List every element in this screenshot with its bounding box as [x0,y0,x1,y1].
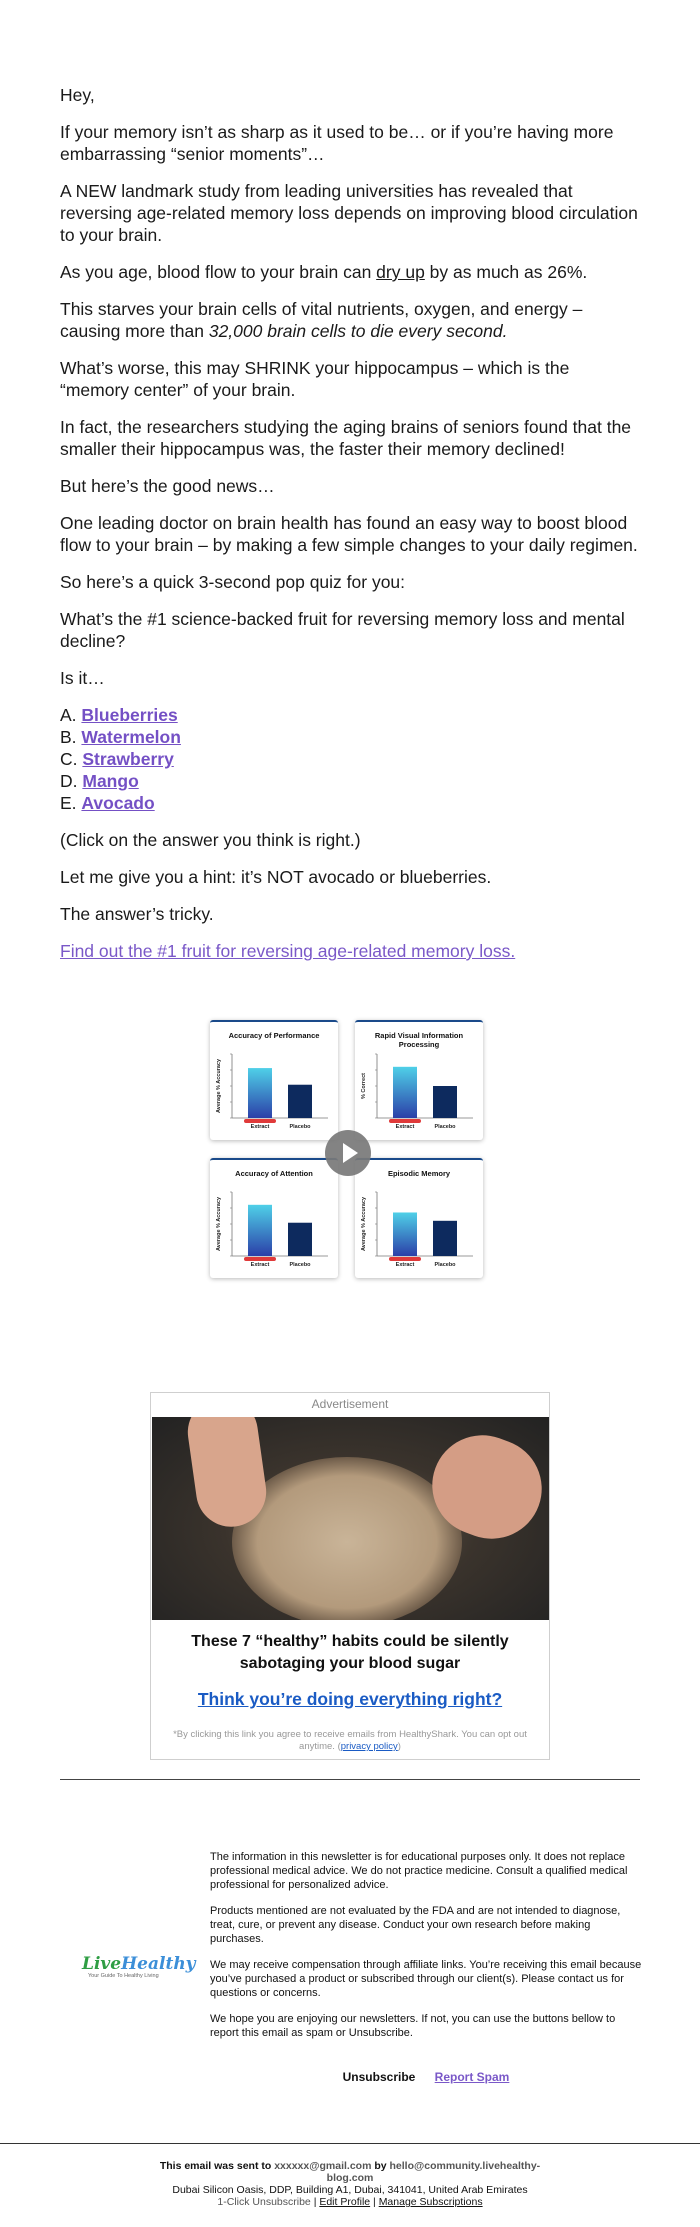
logo-tagline: Your Guide To Healthy Living [88,1973,159,1979]
ad-label: Advertisement [311,1397,389,1411]
unsubscribe-button[interactable]: Unsubscribe [342,2070,416,2084]
paragraph-study: A NEW landmark study from leading universities has revealed that reversing age-related memory loss depends on improving blood circulation to your brain. [60,181,638,245]
bar-extract [393,1212,417,1256]
play-icon[interactable] [325,1130,371,1176]
chart-title: Rapid Visual Information Processing [374,1031,464,1049]
y-axis-label: Average % Accuracy [361,1196,367,1252]
chart-card [355,1020,483,1140]
text: by as much as 26%. [424,262,588,282]
ad-cta-link[interactable]: Think you’re doing everything right? [197,1689,503,1709]
answer-letter: A. [60,705,77,725]
bar-extract [393,1067,417,1118]
hand-image [183,1417,270,1531]
chart-card [355,1158,483,1278]
text: As you age, blood flow to your brain can [60,262,377,282]
text: This starves your brain cells of vital nutrients, oxygen, and energy – causing more than [60,299,583,341]
chart-svg [210,1022,338,1142]
paragraph-doctor: One leading doctor on brain health has found an easy way to boost blood flow to your brain – by making a few simple changes to your daily regimen. [60,513,638,555]
advertisement [150,1392,550,1760]
bar-placebo [433,1221,457,1256]
paragraph-quiz: So here’s a quick 3-second pop quiz for you: [60,572,406,592]
cta-paragraph [60,940,640,962]
address: Dubai Silicon Oasis, DDP, Building A1, Dubai, 341041, United Arab Emirates [172,2184,528,2196]
edit-profile-link[interactable]: Edit Profile [319,2196,371,2208]
by-text: by [371,2160,390,2172]
answer-list [60,704,640,814]
paragraph-tricky: The answer’s tricky. [60,904,214,924]
logo [82,1954,196,1984]
oatmeal-bowl-image [232,1457,462,1620]
logo-live: Live [82,1954,122,1974]
bar-placebo [288,1085,312,1118]
bar-placebo [288,1223,312,1256]
recipient-email: xxxxxx@gmail.com [274,2160,372,2172]
footer-divider [0,2143,700,2144]
x-tick-label: Extract [395,1262,415,1268]
greeting: Hey, [60,85,95,105]
red-highlight [389,1119,421,1123]
chart-title: Episodic Memory [387,1169,451,1178]
bar-extract [248,1205,272,1256]
x-tick-label: Extract [395,1124,415,1130]
answer-item [60,748,640,770]
x-tick-label: Placebo [434,1262,456,1268]
answer-link-avocado[interactable]: Avocado [81,793,155,813]
answer-item [60,792,640,814]
red-highlight [244,1119,276,1123]
chart-card [210,1020,338,1140]
x-tick-label: Placebo [289,1262,311,1268]
paragraph-memory: If your memory isn’t as sharp as it used to be… or if you’re having more embarrassing “senior moments”… [60,122,614,164]
disclaimer-paragraph: We hope you are enjoying our newsletters. If not, you can use the buttons bellow to report this email as spam or Unsubscribe. [210,2013,616,2039]
sender-email: hello@community.livehealthy-blog.com [326,2160,541,2184]
answer-item [60,704,640,726]
disclaimer-paragraph: The information in this newsletter is for educational purposes only. It does not replace professional medical advice. We do not practice medicine. Consult a qualified medical professional for personalized advice. [210,1851,628,1891]
paragraph-good-news: But here’s the good news… [60,476,275,496]
ad-fine-print [161,1729,539,1753]
sent-to-line [150,2160,550,2184]
y-axis-label: % Correct [361,1073,367,1099]
bar-extract [248,1068,272,1118]
privacy-policy-link[interactable]: privacy policy [340,1741,398,1752]
answer-link-mango[interactable]: Mango [82,771,139,791]
logo-healthy: Healthy [121,1954,196,1974]
answer-link-watermelon[interactable]: Watermelon [81,727,181,747]
answer-letter: D. [60,771,78,791]
chart-card [210,1158,338,1278]
answer-item [60,770,640,792]
separator: | [370,2196,379,2208]
divider [60,1779,640,1780]
y-axis-label: Average % Accuracy [216,1058,222,1114]
answer-item [60,726,640,748]
italic-text: 32,000 brain cells to die every second. [208,321,508,341]
fine-print-text: *By clicking this link you agree to receive emails from HealthyShark. You can opt out anytime. ( [173,1729,527,1752]
disclaimer-paragraph: Products mentioned are not evaluated by the FDA and are not intended to diagnose, treat, cure, or prevent any disease. Conduct your own research before making purchases. [210,1905,621,1945]
x-tick-label: Placebo [289,1124,311,1130]
red-highlight [244,1257,276,1261]
footer-links [150,2196,550,2208]
paragraph-research: In fact, the researchers studying the aging brains of seniors found that the smaller their hippocampus was, the faster their memory declined! [60,417,632,459]
email-body [60,84,640,977]
chart-svg [210,1160,338,1280]
x-tick-label: Placebo [434,1124,456,1130]
sent-to-prefix: This email was sent to [159,2160,275,2172]
answer-link-blueberries[interactable]: Blueberries [81,705,178,725]
paragraph-question: What’s the #1 science-backed fruit for reversing memory loss and mental decline? [60,609,625,651]
one-click-unsubscribe-link[interactable]: 1-Click Unsubscribe [217,2196,311,2208]
paragraph-hint: Let me give you a hint: it’s NOT avocado or blueberries. [60,867,492,887]
underlined-text: dry up [376,262,425,282]
logo-text [82,1954,196,1974]
paragraph-is-it: Is it… [60,668,105,688]
ad-headline: These 7 “healthy” habits could be silently sabotaging your blood sugar [191,1633,509,1672]
fine-print-end: ) [397,1741,401,1752]
paragraph-hippocampus: What’s worse, this may SHRINK your hippocampus – which is the “memory center” of your brain. [60,358,570,400]
paragraph-brain-cells [60,298,640,342]
answer-letter: B. [60,727,77,747]
chart-svg [355,1022,483,1142]
disclaimer [210,1850,642,2052]
report-spam-button[interactable]: Report Spam [434,2070,510,2084]
answer-link-strawberry[interactable]: Strawberry [82,749,174,769]
disclaimer-paragraph: We may receive compensation through affiliate links. You’re receiving this email because you’ve purchased a product or subscribed through our client(s). Please contact us for questions or concerns. [210,1959,642,1999]
video-thumbnail[interactable] [210,1020,485,1280]
red-highlight [389,1257,421,1261]
ad-image[interactable] [152,1417,549,1620]
paragraph-blood-flow [60,261,640,283]
manage-subscriptions-link[interactable]: Manage Subscriptions [378,2196,483,2208]
chart-svg [355,1160,483,1280]
answer-letter: E. [60,793,77,813]
chart-title: Accuracy of Attention [235,1169,313,1178]
footer-buttons [210,2070,642,2084]
footer-info [150,2160,550,2208]
bar-placebo [433,1086,457,1118]
cta-link[interactable]: Find out the #1 fruit for reversing age-related memory loss. [60,941,516,961]
x-tick-label: Extract [250,1124,270,1130]
x-tick-label: Extract [250,1262,270,1268]
chart-title: Accuracy of Performance [228,1031,320,1040]
paragraph-click-answer: (Click on the answer you think is right.) [60,830,361,850]
answer-letter: C. [60,749,78,769]
y-axis-label: Average % Accuracy [216,1196,222,1252]
separator: | [310,2196,320,2208]
